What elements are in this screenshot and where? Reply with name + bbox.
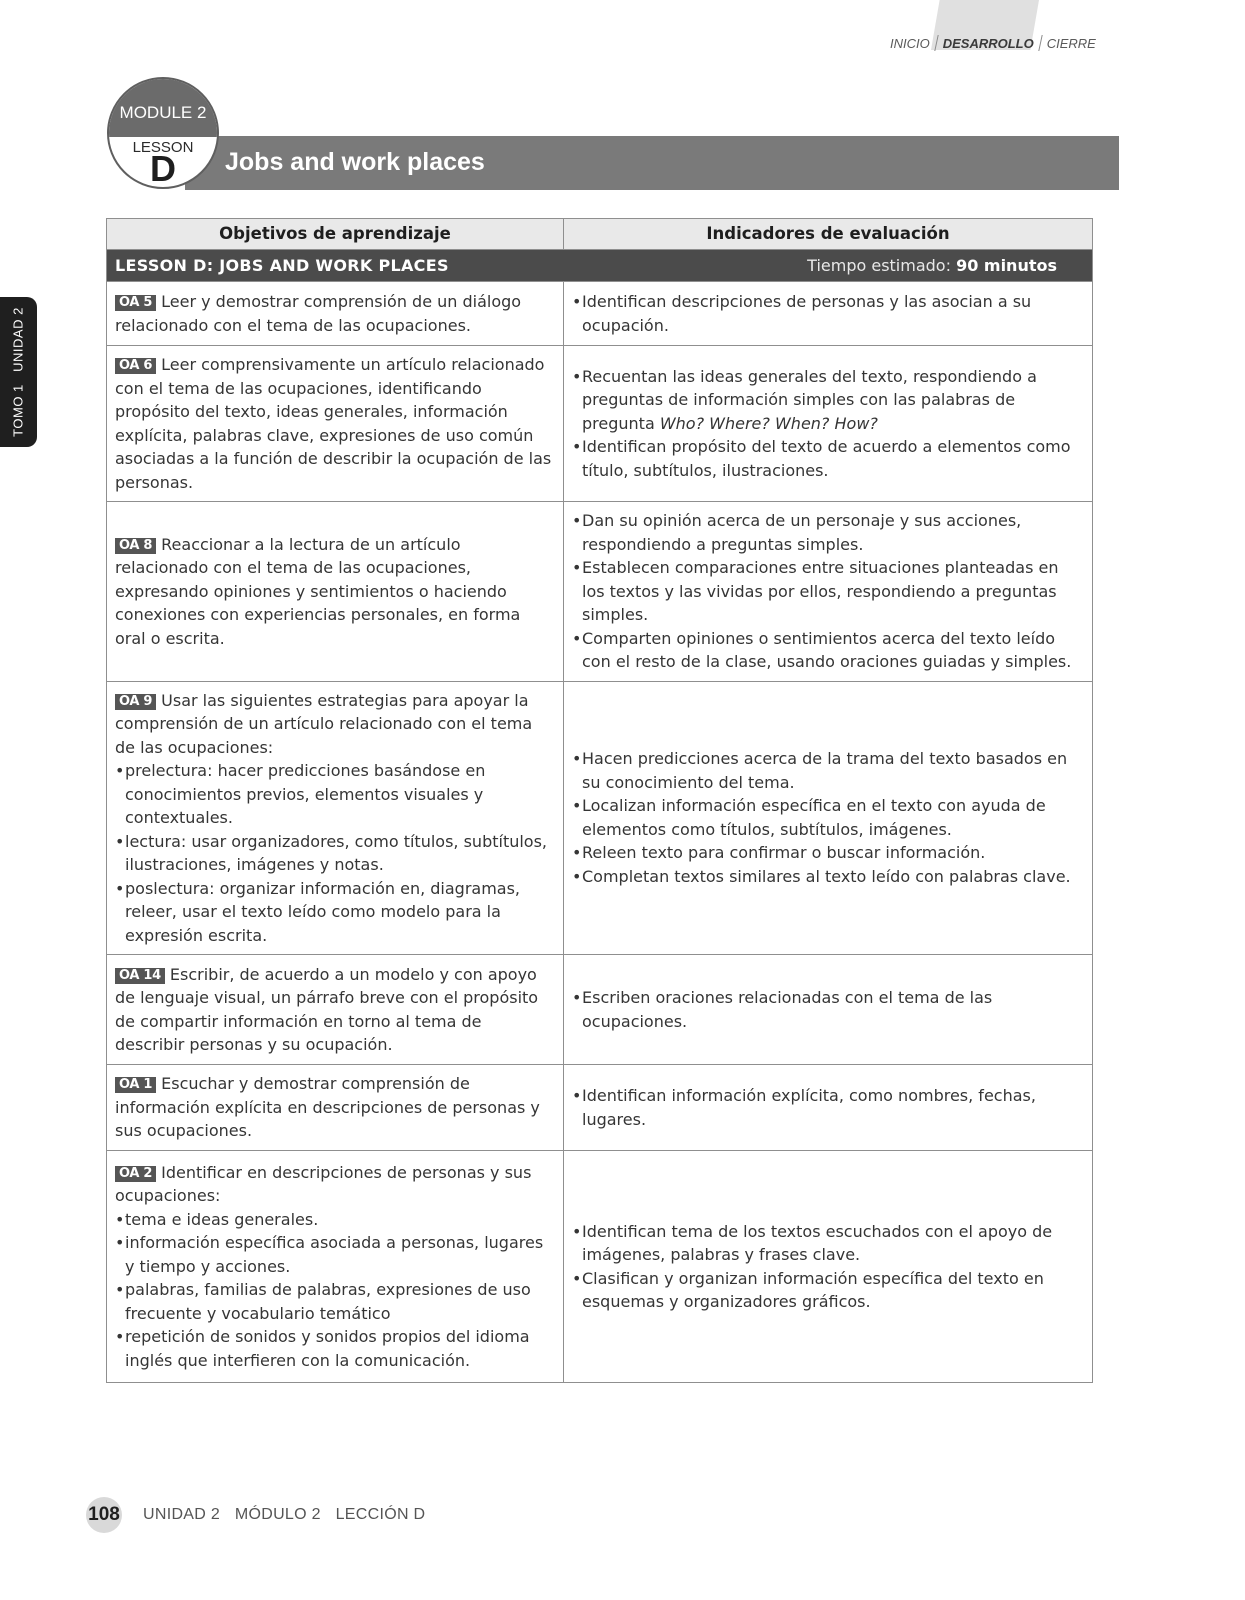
indicator-list (572, 290, 1084, 337)
footer-leccion: LECCIÓN D (335, 1506, 426, 1523)
table-row (107, 1151, 1093, 1383)
footer-unidad: UNIDAD 2 (143, 1506, 221, 1523)
indicator-item: • Establecen comparaciones entre situaciones planteadas en los textos y las vividas por ellos, respondiendo a preguntas simples. (572, 556, 1084, 627)
sub-item: • repetición de sonidos y sonidos propios del idioma inglés que interfieren con la comunicación. (115, 1325, 555, 1372)
lesson-title-row (107, 250, 1093, 282)
indicator-item: • Comparten opiniones o sentimientos acerca del texto leído con el resto de la clase, usando oraciones guiadas y simples. (572, 627, 1084, 674)
question-words: Who? Where? When? How? (659, 413, 878, 433)
indicator-item: • Localizan información específica en el texto con ayuda de elementos como títulos, subtítulos, imágenes. (572, 794, 1084, 841)
table-row (107, 282, 1093, 346)
table-row (107, 502, 1093, 682)
objective-text: Reaccionar a la lectura de un artículo relacionado con el tema de las ocupaciones, expresando opiniones y sentimientos o haciendo conexiones con experiencias personales, en forma oral o escrita. (115, 534, 521, 648)
strategy-item: • lectura: usar organizadores, como títulos, subtítulos, ilustraciones, imágenes y notas. (115, 830, 555, 877)
indicator-cell (564, 502, 1093, 682)
table-row (107, 955, 1093, 1065)
objective-cell (107, 502, 564, 682)
objective-cell (107, 1065, 564, 1151)
indicator-cell (564, 1151, 1093, 1383)
indicator-text: Recuentan las ideas generales del texto, respondiendo a preguntas de información simples con las palabras de pregunta (582, 366, 1037, 433)
oa-badge: OA 2 (115, 1166, 156, 1182)
indicator-item: • Dan su opinión acerca de un personaje y sus acciones, respondiendo a preguntas simples. (572, 509, 1084, 556)
oa-badge: OA 1 (115, 1077, 156, 1093)
sub-item: • palabras, familias de palabras, expresiones de uso frecuente y vocabulario temático (115, 1278, 555, 1325)
indicator-cell (564, 282, 1093, 346)
indicator-item: • Hacen predicciones acerca de la trama del texto basados en su conocimiento del tema. (572, 747, 1084, 794)
indicator-item: • Identifican descripciones de personas y las asocian a su ocupación. (572, 290, 1084, 337)
indicator-list (572, 509, 1084, 674)
objectives-table (106, 218, 1093, 1383)
objective-cell (107, 1151, 564, 1383)
indicator-cell (564, 955, 1093, 1065)
indicator-list (572, 365, 1084, 483)
indicator-list (572, 986, 1084, 1033)
col-header-objetivos: Objetivos de aprendizaje (107, 219, 564, 250)
nav-cierre: CIERRE (1046, 36, 1096, 51)
lesson-name: LESSON D: JOBS AND WORK PLACES (115, 255, 449, 275)
time-label: Tiempo estimado: (807, 255, 957, 275)
objective-cell (107, 681, 564, 955)
indicator-item: • Identifican información explícita, como nombres, fechas, lugares. (572, 1084, 1084, 1131)
strategy-item: • poslectura: organizar información en, diagramas, releer, usar el texto leído como modelo para la expresión escrita. (115, 877, 555, 948)
oa-badge: OA 5 (115, 295, 156, 311)
table-row (107, 1065, 1093, 1151)
objective-cell (107, 346, 564, 502)
table-row (107, 346, 1093, 502)
lesson-header (107, 77, 1119, 195)
module-label: MODULE 2 (119, 103, 207, 122)
objective-text: Escribir, de acuerdo a un modelo y con apoyo de lenguaje visual, un párrafo breve con el propósito de compartir información en torno al tema de describir personas y su ocupación. (115, 964, 539, 1054)
lesson-title-cell (107, 250, 1093, 282)
section-nav (880, 0, 1120, 54)
section-nav-items (890, 35, 1096, 51)
indicator-item: • Escriben oraciones relacionadas con el tema de las ocupaciones. (572, 986, 1084, 1033)
indicator-item: • Identifican propósito del texto de acuerdo a elementos como título, subtítulos, ilustraciones. (572, 435, 1084, 482)
nav-desarrollo: DESARROLLO (942, 36, 1034, 51)
table-header-row (107, 219, 1093, 250)
oa-badge: OA 9 (115, 694, 156, 710)
oa-badge: OA 8 (115, 538, 156, 554)
side-tab-text (11, 307, 26, 437)
objective-text: Leer y demostrar comprensión de un diálogo relacionado con el tema de las ocupaciones. (115, 292, 522, 335)
objective-text: Escuchar y demostrar comprensión de información explícita en descripciones de personas y sus ocupaciones. (115, 1074, 540, 1141)
indicator-list (572, 747, 1084, 888)
lesson-banner (185, 136, 1119, 190)
nav-inicio: INICIO (890, 36, 930, 51)
indicator-cell (564, 1065, 1093, 1151)
sub-item: • información específica asociada a personas, lugares y tiempo y acciones. (115, 1231, 555, 1278)
objective-text: Leer comprensivamente un artículo relacionado con el tema de las ocupaciones, identificando propósito del texto, ideas generales, información explícita, palabras clave, expresiones de uso común asociadas a la función de describir la ocupación de las personas. (115, 355, 552, 492)
side-tab (0, 297, 37, 447)
indicator-item: • Releen texto para confirmar o buscar información. (572, 841, 1084, 865)
col-header-indicadores: Indicadores de evaluación (564, 219, 1093, 250)
objective-cell (107, 955, 564, 1065)
sub-item: • tema e ideas generales. (115, 1208, 555, 1232)
indicator-item (572, 365, 1084, 436)
indicator-cell (564, 346, 1093, 502)
page-title: Jobs and work places (225, 148, 485, 176)
estimated-time (807, 254, 1057, 278)
indicator-item: • Identifican tema de los textos escuchados con el apoyo de imágenes, palabras y frases clave. (572, 1220, 1084, 1267)
lesson-letter: D (150, 148, 176, 189)
nav-separator (1038, 35, 1042, 51)
nav-separator (934, 35, 938, 51)
indicator-item: • Completan textos similares al texto leído con palabras clave. (572, 865, 1084, 889)
lesson-label: LESSON (132, 139, 194, 156)
page-number: 108 (86, 1497, 122, 1533)
strategy-item: • prelectura: hacer predicciones basándose en conocimientos previos, elementos visuales y contextuales. (115, 759, 555, 830)
time-value: 90 minutos (956, 255, 1057, 275)
oa-badge: OA 6 (115, 358, 156, 374)
strategy-list (115, 759, 555, 947)
footer-modulo: MÓDULO 2 (234, 1506, 321, 1523)
objective-text: Usar las siguientes estrategias para apoyar la comprensión de un artículo relacionado con el tema de las ocupaciones: (115, 690, 533, 757)
objective-text: Identificar en descripciones de personas y sus ocupaciones: (115, 1162, 532, 1206)
side-tab-unidad: UNIDAD 2 (10, 307, 26, 372)
module-lesson-badge (107, 77, 219, 189)
indicator-item: • Clasifican y organizan información específica del texto en esquemas y organizadores gráficos. (572, 1267, 1084, 1314)
side-tab-tomo: TOMO 1 (10, 384, 26, 437)
indicator-cell (564, 681, 1093, 955)
indicator-list (572, 1220, 1084, 1314)
sub-list (115, 1208, 555, 1373)
table-row (107, 681, 1093, 955)
footer-breadcrumb (143, 1506, 435, 1524)
indicator-list (572, 1084, 1084, 1131)
objective-cell (107, 282, 564, 346)
oa-badge: OA 14 (115, 968, 165, 984)
